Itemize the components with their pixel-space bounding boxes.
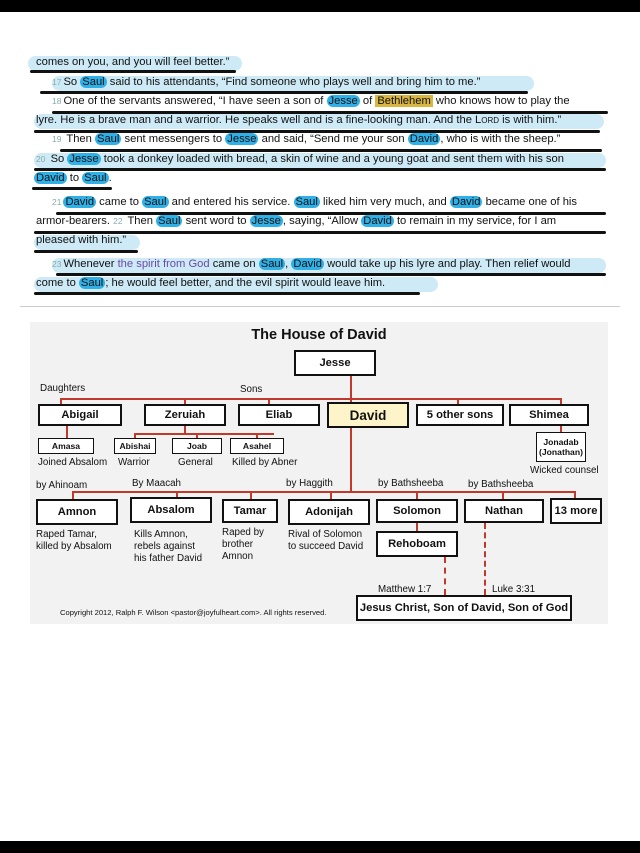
- connector-line: [134, 433, 274, 435]
- person-nathan: Nathan: [464, 499, 544, 523]
- name-david: David: [293, 258, 322, 270]
- reference-luke: Luke 3:31: [492, 584, 536, 595]
- mother-haggith: by Haggith: [286, 478, 333, 489]
- person-abigail: Abigail: [38, 404, 122, 426]
- person-tamar: Tamar: [222, 499, 278, 523]
- name-jesse: Jesse: [69, 153, 99, 165]
- person-adonijah: Adonijah: [288, 499, 370, 525]
- note-tamar: Raped by brother Amnon: [222, 527, 264, 562]
- person-13-more: 13 more: [550, 498, 602, 524]
- bottom-bar: [0, 841, 640, 853]
- name-david: David: [36, 172, 65, 184]
- person-abishai: Abishai: [114, 438, 156, 454]
- person-amnon: Amnon: [36, 499, 118, 525]
- person-shimea: Shimea: [509, 404, 589, 426]
- label-daughters: Daughters: [40, 383, 86, 394]
- person-other-sons: 5 other sons: [416, 404, 504, 426]
- name-david: David: [65, 196, 95, 208]
- person-joab: Joab: [172, 438, 222, 454]
- name-saul: Saul: [260, 258, 284, 270]
- house-of-david-diagram: [30, 322, 608, 624]
- lineage-dashed-line: [444, 557, 446, 595]
- person-rehoboam: Rehoboam: [376, 531, 458, 557]
- place-bethlehem: Bethlehem: [377, 95, 431, 107]
- label-sons: Sons: [240, 384, 263, 395]
- connector-line: [60, 398, 562, 400]
- connector-line: [72, 491, 576, 493]
- section-divider: [20, 306, 620, 307]
- name-saul: Saul: [158, 215, 181, 227]
- name-saul: Saul: [295, 196, 318, 208]
- name-jesse: Jesse: [251, 215, 281, 227]
- name-saul: Saul: [80, 277, 104, 289]
- note-joab: General: [178, 457, 213, 468]
- connector-line: [250, 491, 252, 499]
- person-asahel: Asahel: [230, 438, 284, 454]
- connector-line: [330, 491, 332, 499]
- note-abishai: Warrior: [118, 457, 150, 468]
- person-solomon: Solomon: [376, 499, 458, 523]
- note-absalom: Kills Amnon, rebels against his father David: [134, 529, 203, 564]
- connector-line: [72, 491, 74, 499]
- person-jonadab: Jonadab (Jonathan): [536, 432, 586, 462]
- reference-matthew: Matthew 1:7: [378, 584, 432, 595]
- scripture-passage: comes on you, and you will feel better.” 17 So Saul said to his attendants, “Find someone who plays well and bring him to me.” 18 One of the servants answered, “I have seen a son of Jesse of Bethlehem who knows how to play the lyre. He is a brave man and a warrior. He speaks well and is a fine-looking man. And the Lord is with him.” 19 Then Saul sent messengers to Jesse and said, “Send me your son David , who is with the sheep.” 20 So Jesse took a donkey loaded with bread, a skin of wine and a young goat and sent them with his son David to Saul . 21 David came to Saul and entered his service. Saul liked him very much, and David became one of his armor-bearers. 22 Then Saul sent word to Jesse , saying, “Allow David to remain in my service, for I am pleased with him.” 23 Whenever the spirit from God came on Saul , David would take up his lyre and play. Then relief would come to Saul ; he would feel better, and the evil spirit would leave him.: [0, 12, 640, 312]
- name-jesse: Jesse: [227, 133, 257, 145]
- person-zeruiah: Zeruiah: [144, 404, 226, 426]
- note-amnon: Raped Tamar, killed by Absalom: [36, 529, 112, 552]
- name-david: David: [409, 133, 439, 145]
- name-david: David: [363, 215, 392, 227]
- connector-line: [350, 427, 352, 493]
- person-jesus-christ: Jesus Christ, Son of David, Son of God: [356, 595, 572, 621]
- mother-bathsheeba: by Bathsheeba: [468, 479, 534, 490]
- person-eliab: Eliab: [238, 404, 320, 426]
- lineage-dashed-line: [484, 523, 486, 595]
- person-amasa: Amasa: [38, 438, 94, 454]
- mother-ahinoam: by Ahinoam: [36, 480, 88, 491]
- note-adonijah: Rival of Solomon to succeed David: [288, 529, 364, 552]
- name-saul: Saul: [84, 172, 107, 184]
- name-saul: Saul: [82, 76, 105, 88]
- person-absalom: Absalom: [130, 497, 212, 523]
- copyright-notice: Copyright 2012, Ralph F. Wilson <pastor@joyfulheart.com>. All rights reserved.: [60, 608, 327, 617]
- document-page: [0, 12, 640, 841]
- spirit-from-god: the spirit from God: [117, 258, 210, 270]
- connector-line: [350, 376, 352, 400]
- name-saul: Saul: [96, 133, 120, 145]
- name-david: David: [451, 196, 481, 208]
- person-david: David: [327, 402, 409, 428]
- note-amasa: Joined Absalom: [38, 457, 108, 468]
- mother-bathsheeba: by Bathsheeba: [378, 478, 444, 489]
- connector-line: [502, 491, 504, 499]
- name-saul: Saul: [144, 196, 167, 208]
- note-asahel: Killed by Abner: [232, 457, 298, 468]
- diagram-title: The House of David: [251, 327, 387, 343]
- mother-maacah: By Maacah: [132, 478, 182, 489]
- name-jesse: Jesse: [328, 95, 358, 107]
- connector-line: [416, 491, 418, 499]
- person-jesse: Jesse: [294, 350, 376, 376]
- connector-line: [66, 425, 68, 439]
- note-jonadab: Wicked counsel: [530, 465, 599, 476]
- connector-line: [416, 523, 418, 531]
- underline-mark: [34, 250, 138, 253]
